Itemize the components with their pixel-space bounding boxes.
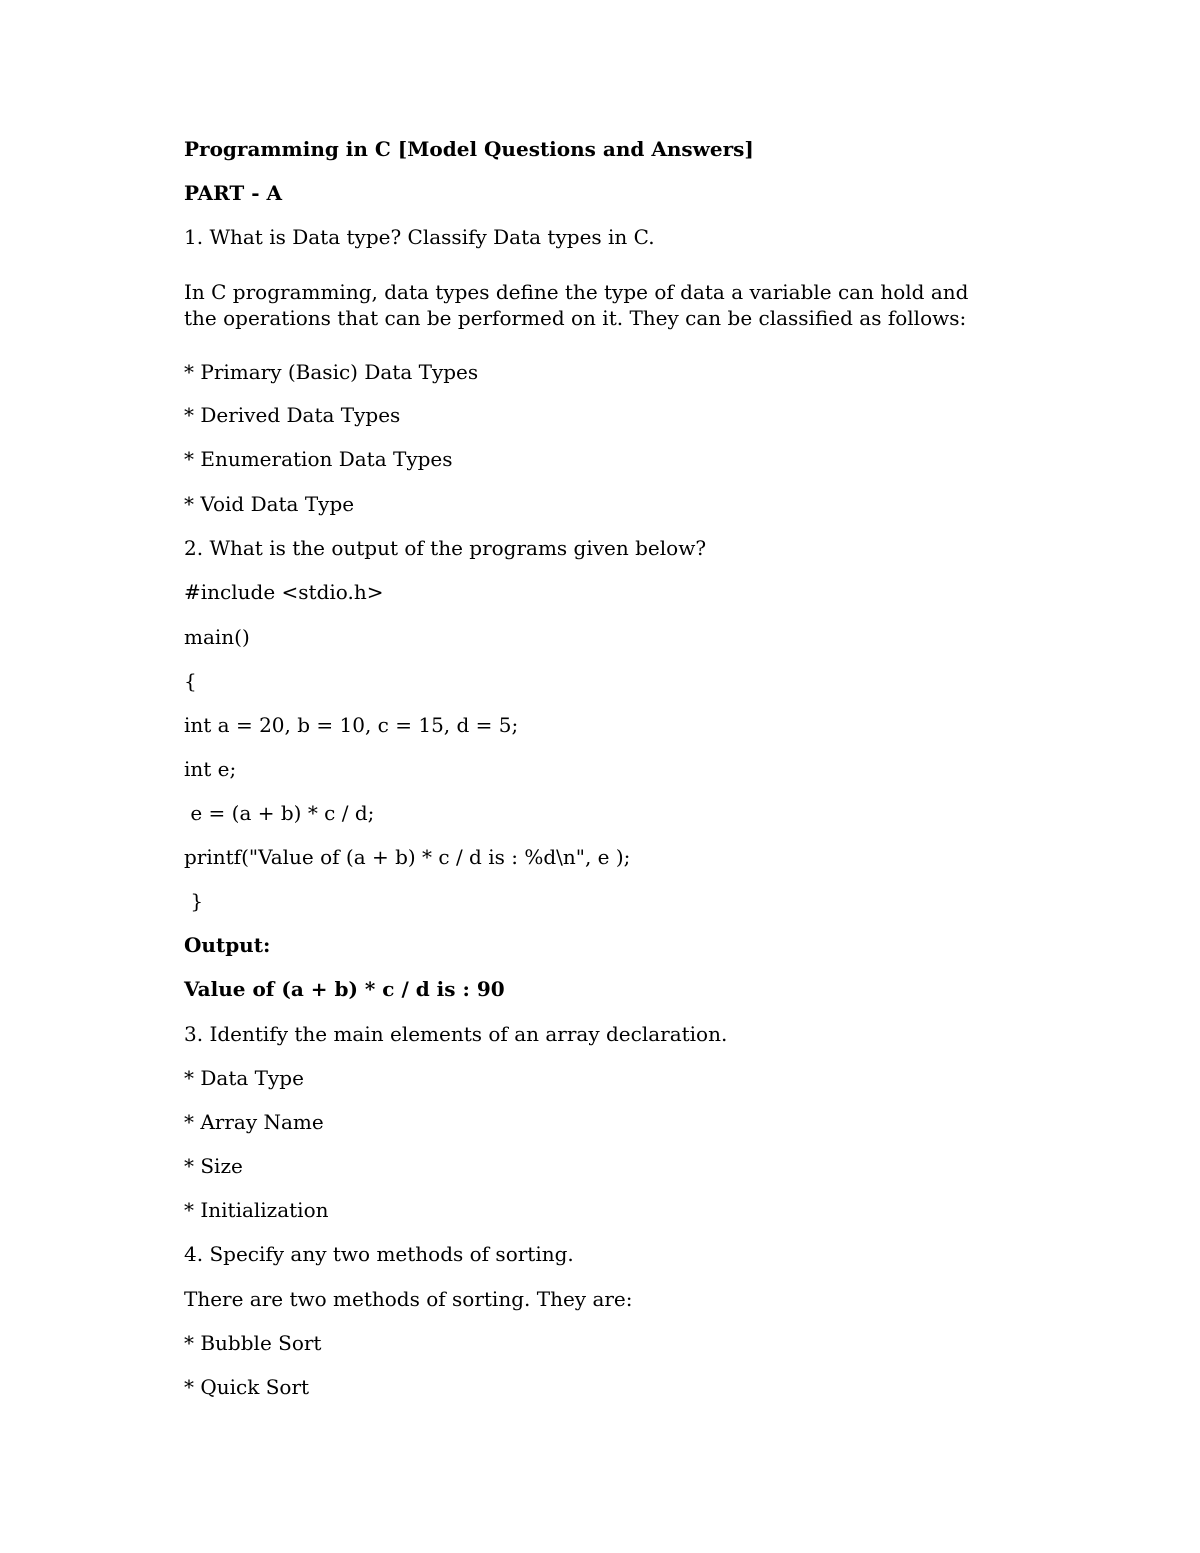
code-line: e = (a + b) * c / d; (184, 801, 375, 825)
list-item: * Initialization (184, 1198, 329, 1222)
code-line: int a = 20, b = 10, c = 15, d = 5; (184, 713, 519, 737)
answer-1-line-1: In C programming, data types define the type of data a variable can hold and (184, 280, 969, 304)
list-item: * Array Name (184, 1110, 324, 1134)
code-line: main() (184, 625, 250, 649)
answer-4: There are two methods of sorting. They are: (184, 1287, 633, 1311)
question-2: 2. What is the output of the programs given below? (184, 536, 707, 560)
question-3: 3. Identify the main elements of an array declaration. (184, 1022, 728, 1046)
list-item: * Quick Sort (184, 1375, 310, 1399)
list-item: * Void Data Type (184, 492, 355, 516)
list-item: * Enumeration Data Types (184, 447, 453, 471)
code-line: printf("Value of (a + b) * c / d is : %d\n", e ); (184, 845, 631, 869)
list-item: * Primary (Basic) Data Types (184, 360, 479, 384)
question-1: 1. What is Data type? Classify Data types in C. (184, 225, 655, 249)
output-label: Output: (184, 933, 271, 957)
code-line: #include <stdio.h> (184, 580, 384, 604)
list-item: * Size (184, 1154, 243, 1178)
code-line: { (184, 669, 197, 693)
question-4: 4. Specify any two methods of sorting. (184, 1242, 574, 1266)
document-title: Programming in C [Model Questions and Answers] (184, 137, 754, 161)
list-item: * Derived Data Types (184, 403, 401, 427)
list-item: * Data Type (184, 1066, 304, 1090)
code-line: int e; (184, 757, 237, 781)
list-item: * Bubble Sort (184, 1331, 322, 1355)
answer-1-line-2: the operations that can be performed on it. They can be classified as follows: (184, 306, 967, 330)
output-value: Value of (a + b) * c / d is : 90 (184, 977, 505, 1001)
part-heading: PART - A (184, 181, 282, 205)
code-line: } (184, 889, 204, 913)
